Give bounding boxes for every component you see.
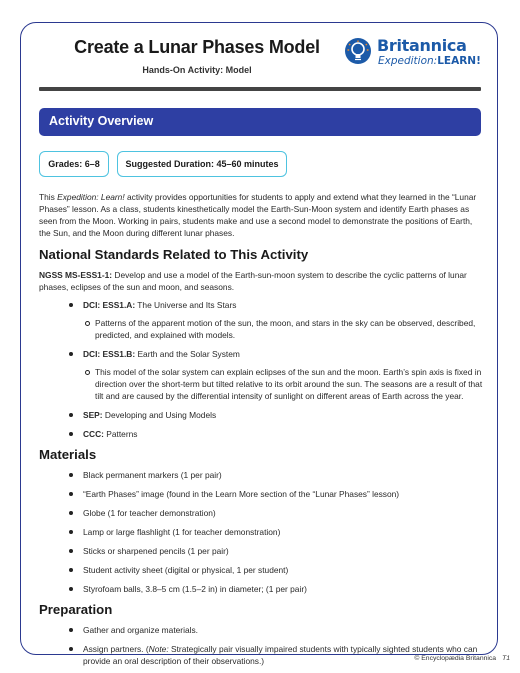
activity-overview-banner — [39, 108, 481, 136]
standard-text: Earth and the Solar System — [135, 349, 240, 359]
list-item: “Earth Phases” image (found in the Learn More section of the “Lunar Phases” lesson) — [69, 488, 483, 500]
list-item: Black permanent markers (1 per pair) — [69, 469, 483, 481]
lightbulb-icon — [343, 37, 373, 69]
copyright: © Encyclopædia Britannica — [414, 655, 497, 662]
standard-label: DCI: ESS1.A: — [83, 300, 136, 310]
list-item — [69, 409, 483, 421]
prep-prefix: Assign partners. ( — [83, 644, 149, 654]
britannica-logo — [343, 37, 483, 71]
header — [21, 23, 499, 103]
intro-prefix: This — [39, 192, 58, 202]
sub-list — [85, 366, 483, 402]
standards-heading: National Standards Related to This Activity — [39, 247, 309, 262]
overview-paragraph — [39, 191, 483, 239]
logo-tag-prefix: Expedition: — [378, 55, 438, 67]
grades-badge: Grades: 6–8 — [39, 151, 109, 177]
prep-note: Note: — [148, 644, 169, 654]
standard-label: CCC: — [83, 429, 104, 439]
sub-list-item: Patterns of the apparent motion of the sun, the moon, and stars in the sky can be observed, described, predicted, and explained with models. — [85, 317, 483, 341]
materials-heading: Materials — [39, 447, 97, 462]
logo-tag-suffix: LEARN! — [437, 55, 481, 67]
prep-rest: Strategically pair visually impaired students with typically sighted students who can provide an oral description of their observations.) — [83, 644, 478, 666]
standards-list — [69, 299, 483, 440]
list-item — [69, 348, 483, 402]
standard-text: Patterns — [103, 429, 138, 439]
list-item: Student activity sheet (digital or physical, 1 per student) — [69, 564, 483, 576]
standard-label: SEP: — [83, 410, 103, 420]
list-item — [69, 299, 483, 341]
page-footer — [340, 655, 510, 662]
page-title: Create a Lunar Phases Model — [74, 37, 320, 57]
intro-rest: activity provides opportunities for students to apply and extend what they learned in the “Lunar Phases” lesson. As a class, students kinesthetically model the Earth-Sun-Moon system and identify Earth phases as seen from the Moon. Working in pairs, students make and use a second model to demonstrate the positions of Earth, the Sun, and the Moon during different lunar phases. — [39, 192, 477, 238]
list-item: Lamp or large flashlight (1 for teacher demonstration) — [69, 526, 483, 538]
standard-label: DCI: ESS1.B: — [83, 349, 136, 359]
ngss-standard — [39, 269, 483, 293]
duration-badge: Suggested Duration: 45–60 minutes — [117, 151, 287, 177]
list-item: Styrofoam balls, 3.8–5 cm (1.5–2 in) in diameter; (1 per pair) — [69, 583, 483, 595]
standard-text: The Universe and Its Stars — [135, 300, 237, 310]
ngss-text: Develop and use a model of the Earth-sun-moon system to describe the cyclic patterns of lunar phases, eclipses of the sun and moon, and seasons. — [39, 270, 467, 292]
list-item: Gather and organize materials. — [69, 624, 483, 636]
list-item: Globe (1 for teacher demonstration) — [69, 507, 483, 519]
page-number: T1 — [502, 655, 510, 662]
main-content — [39, 191, 483, 673]
list-item: Sticks or sharpened pencils (1 per pair) — [69, 545, 483, 557]
ngss-label: NGSS MS-ESS1-1: — [39, 270, 113, 280]
page-subtitle: Hands-On Activity: Model — [142, 65, 252, 75]
header-divider — [39, 87, 481, 91]
standard-text: Developing and Using Models — [102, 410, 217, 420]
preparation-heading: Preparation — [39, 602, 113, 617]
logo-brand: Britannica — [377, 36, 467, 55]
sub-list-item: This model of the solar system can explain eclipses of the sun and the moon. Earth’s spin axis is fixed in direction over the short-term but tilted relative to its orbit around the sun. The seasons are a result of that tilt and are caused by the differential intensity of sunlight on different areas of Earth across the year. — [85, 366, 483, 402]
logo-tagline — [378, 55, 481, 67]
intro-italic: Expedition: Learn! — [57, 192, 125, 202]
sub-list — [85, 317, 483, 341]
activity-overview-heading: Activity Overview — [49, 114, 154, 128]
materials-list — [69, 469, 483, 595]
list-item — [69, 428, 483, 440]
